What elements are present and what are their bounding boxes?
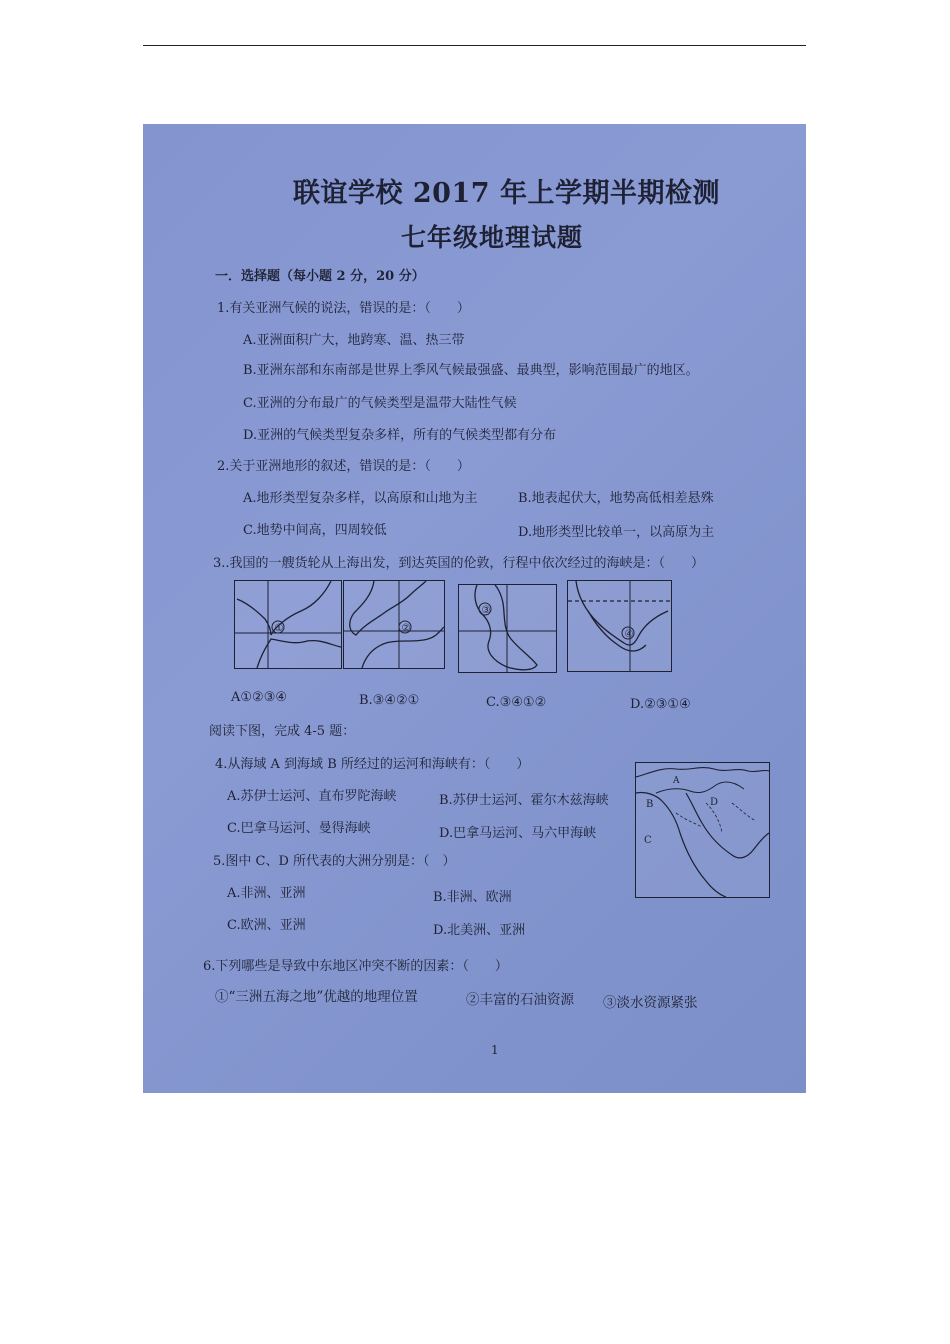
question-2-stem: 2.关于亚洲地形的叙述，错误的是：（ ） — [217, 459, 470, 474]
strait-map-1 — [234, 580, 342, 669]
map-label-d: D — [710, 797, 719, 808]
strait-label-4: ④ — [624, 629, 634, 640]
question-3-option-a: A①②③④ — [231, 690, 288, 705]
strait-map-4 — [567, 580, 672, 672]
strait-map-3 — [458, 584, 557, 673]
exam-title: 联谊学校 2017 年上学期半期检测 — [293, 178, 720, 209]
map-label-c: C — [644, 835, 652, 846]
map-label-a: A — [673, 776, 680, 786]
section-heading: 一．选择题（每小题 2 分，20 分） — [215, 269, 425, 284]
question-6-item-3: ③淡水资源紧张 — [603, 995, 698, 1011]
read-note: 阅读下图，完成 4-5 题： — [209, 724, 356, 739]
question-5-option-c: C.欧洲、亚洲 — [227, 918, 306, 933]
question-4-option-a: A.苏伊士运河、直布罗陀海峡 — [227, 789, 397, 804]
question-2-option-b: B.地表起伏大，地势高低相差悬殊 — [518, 491, 714, 506]
strait-map-2 — [343, 580, 445, 669]
question-2-option-a: A.地形类型复杂多样，以高原和山地为主 — [243, 491, 478, 506]
question-3-stem: 3..我国的一艘货轮从上海出发，到达英国的伦敦，行程中依次经过的海峡是：（ ） — [213, 556, 705, 571]
question-2-option-d: D.地形类型比较单一，以高原为主 — [518, 525, 715, 540]
strait-label-2: ② — [401, 623, 411, 634]
question-3-option-d: D.②③①④ — [630, 697, 691, 712]
question-1-option-b: B.亚洲东部和东南部是世界上季风气候最强盛、最典型，影响范围最广的地区。 — [243, 363, 699, 378]
question-5-stem: 5.图中 C、D 所代表的大洲分别是：（ ） — [213, 854, 456, 869]
question-6-item-1: ①“三洲五海之地”优越的地理位置 — [215, 989, 418, 1005]
question-1-option-a: A.亚洲面积广大，地跨寒、温、热三带 — [243, 333, 465, 348]
question-5-option-a: A.非洲、亚洲 — [227, 886, 306, 901]
question-5-option-b: B.非洲、欧洲 — [433, 890, 512, 905]
question-5-option-d: D.北美洲、亚洲 — [433, 923, 526, 938]
question-2-option-c: C.地势中间高，四周较低 — [243, 523, 387, 538]
question-1-option-d: D.亚洲的气候类型复杂多样，所有的气候类型都有分布 — [243, 428, 557, 443]
question-1-option-c: C.亚洲的分布最广的气候类型是温带大陆性气候 — [243, 396, 517, 411]
question-6-stem: 6.下列哪些是导致中东地区冲突不断的因素：（ ） — [203, 959, 508, 974]
question-3-option-c: C.③④①② — [486, 695, 547, 710]
question-4-option-d: D.巴拿马运河、马六甲海峡 — [439, 826, 597, 841]
question-4-option-c: C.巴拿马运河、曼得海峡 — [227, 821, 371, 836]
exam-paper-photo — [143, 124, 806, 1093]
question-1-stem: 1.有关亚洲气候的说法，错误的是：（ ） — [217, 301, 470, 316]
middle-east-map — [635, 762, 770, 898]
page-number: 1 — [491, 1043, 499, 1057]
question-3-option-b: B.③④②① — [359, 693, 420, 708]
exam-subtitle: 七年级地理试题 — [401, 223, 584, 252]
question-4-option-b: B.苏伊士运河、霍尔木兹海峡 — [439, 793, 609, 808]
question-6-item-2: ②丰富的石油资源 — [466, 992, 574, 1008]
map-label-b: B — [646, 799, 654, 810]
question-4-stem: 4.从海域 A 到海域 B 所经过的运河和海峡有：（ ） — [215, 757, 530, 772]
strait-label-3: ③ — [481, 605, 491, 616]
top-rule — [143, 45, 806, 46]
strait-label-1: ① — [274, 623, 284, 634]
